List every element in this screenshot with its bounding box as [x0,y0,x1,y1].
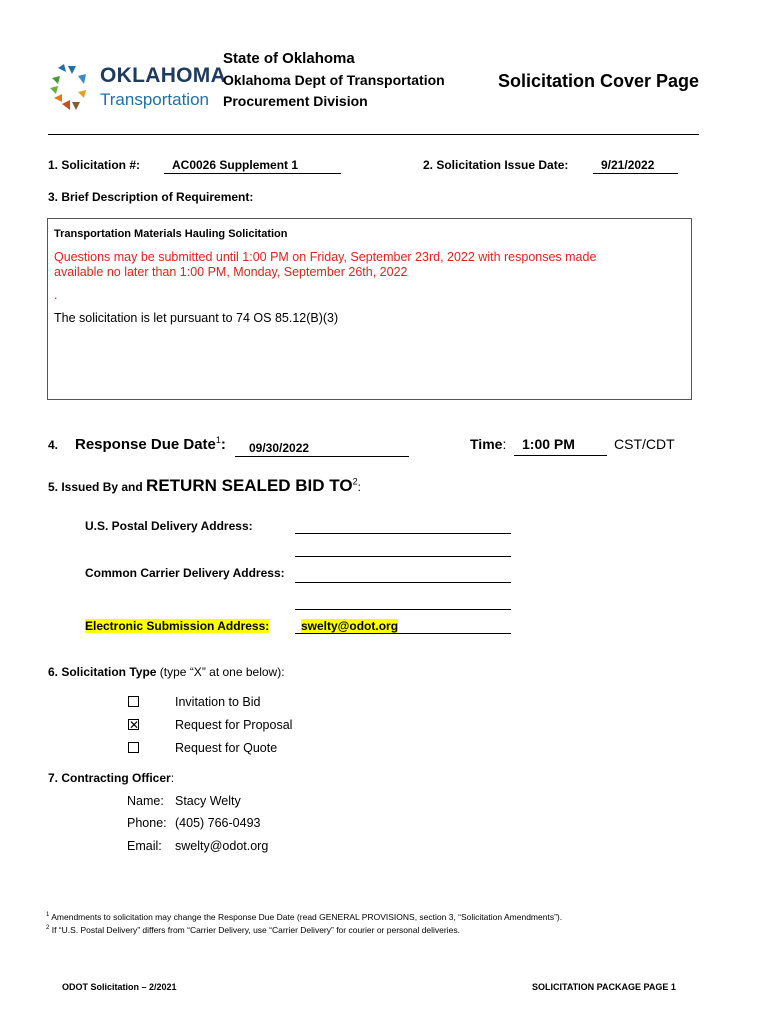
due-date-label: Response Due Date$^1$: [75,435,226,453]
time-label: Time: [470,436,507,452]
issue-date-field[interactable] [593,157,678,174]
invitation-to-bid-checkbox[interactable] [128,696,139,707]
electronic-address-label: Electronic Submission Address: [85,619,270,633]
solicitation-number-label: 1. Solicitation #: [48,158,141,172]
contracting-officer-label: 7. Contracting Officer: [48,771,175,785]
header-divider [48,134,699,135]
solicitation-number-value: AC0026 Supplement 1 [172,158,299,172]
description-box[interactable] [47,218,692,400]
description-heading: Transportation Materials Hauling Solicitation [54,228,288,240]
logo-wordmark: OKLAHOMA [100,64,227,87]
postal-address-label: U.S. Postal Delivery Address: [85,519,253,533]
officer-email-value: swelty@odot.org [175,839,269,853]
due-date-number: 4. [48,438,59,452]
solicitation-type-label: 6. Solicitation Type (type “X” at one below): [48,665,285,679]
invitation-to-bid-label: Invitation to Bid [175,695,261,709]
electronic-address-value: swelty@odot.org [301,619,399,633]
header-state: State of Oklahoma [223,50,355,67]
return-bid-heading: 5. Issued By and RETURN SEALED BID $TO^2$: [48,476,361,495]
officer-email-label: Email: [127,839,162,853]
issue-date-value: 9/21/2022 [601,158,655,172]
footnote-1: $^1$ Amendments to solicitation may change the Response Due Date (read GENERAL PROVISIONS, section 3, “Solicitation Amendments”). [46,912,563,922]
officer-phone-label: Phone: [127,816,167,830]
officer-phone-value: (405) 766-0493 [175,816,261,830]
time-field[interactable] [514,436,607,456]
due-date-value: 09/30/2022 [249,441,310,455]
header-dept: Oklahoma Dept of Transportation [223,72,445,88]
officer-name-value: Stacy Welty [175,794,241,808]
footnote-2: $^2$ If “U.S. Postal Delivery” differs from “Carrier Delivery, use “Carrier Delivery” for courier or personal deliveries. [46,925,460,935]
postal-address-field-1[interactable] [295,519,511,534]
logo-emblem-icon [50,64,86,110]
footer-left: ODOT Solicitation – 2/2021 [62,982,177,992]
issue-date-label: 2. Solicitation Issue Date: [423,158,569,172]
request-for-proposal-label: Request for Proposal [175,718,293,732]
statute-text: The solicitation is let pursuant to 74 OS 85.12(B)(3) [54,311,339,325]
logo-subtitle: Transportation [100,90,209,109]
officer-name-label: Name: [127,794,164,808]
postal-address-field-2[interactable] [295,542,511,557]
questions-deadline-line2: available no later than 1:00 PM, Monday, September 26th, 2022 [54,265,408,279]
timezone-label: CST/CDT [614,436,675,452]
description-label: 3. Brief Description of Requirement: [48,190,254,204]
page-title: Solicitation Cover Page [498,71,700,91]
request-for-quote-checkbox[interactable] [128,742,139,753]
carrier-address-label: Common Carrier Delivery Address: [85,566,285,580]
request-for-proposal-checkbox[interactable]: ✕ [129,718,140,732]
header-division: Procurement Division [223,93,368,109]
footer-right: SOLICITATION PACKAGE PAGE 1 [532,982,676,992]
electronic-address-field[interactable] [295,619,511,634]
carrier-address-field-2[interactable] [295,595,511,610]
time-value: 1:00 PM [522,436,575,452]
due-date-field[interactable] [235,439,409,457]
request-for-quote-label: Request for Quote [175,741,278,755]
questions-deadline-line1: Questions may be submitted until 1:00 PM on Friday, September 23rd, 2022 with responses made [54,250,597,264]
carrier-address-field-1[interactable] [295,568,511,583]
description-dot: . [54,288,58,302]
solicitation-number-field[interactable] [164,157,341,174]
